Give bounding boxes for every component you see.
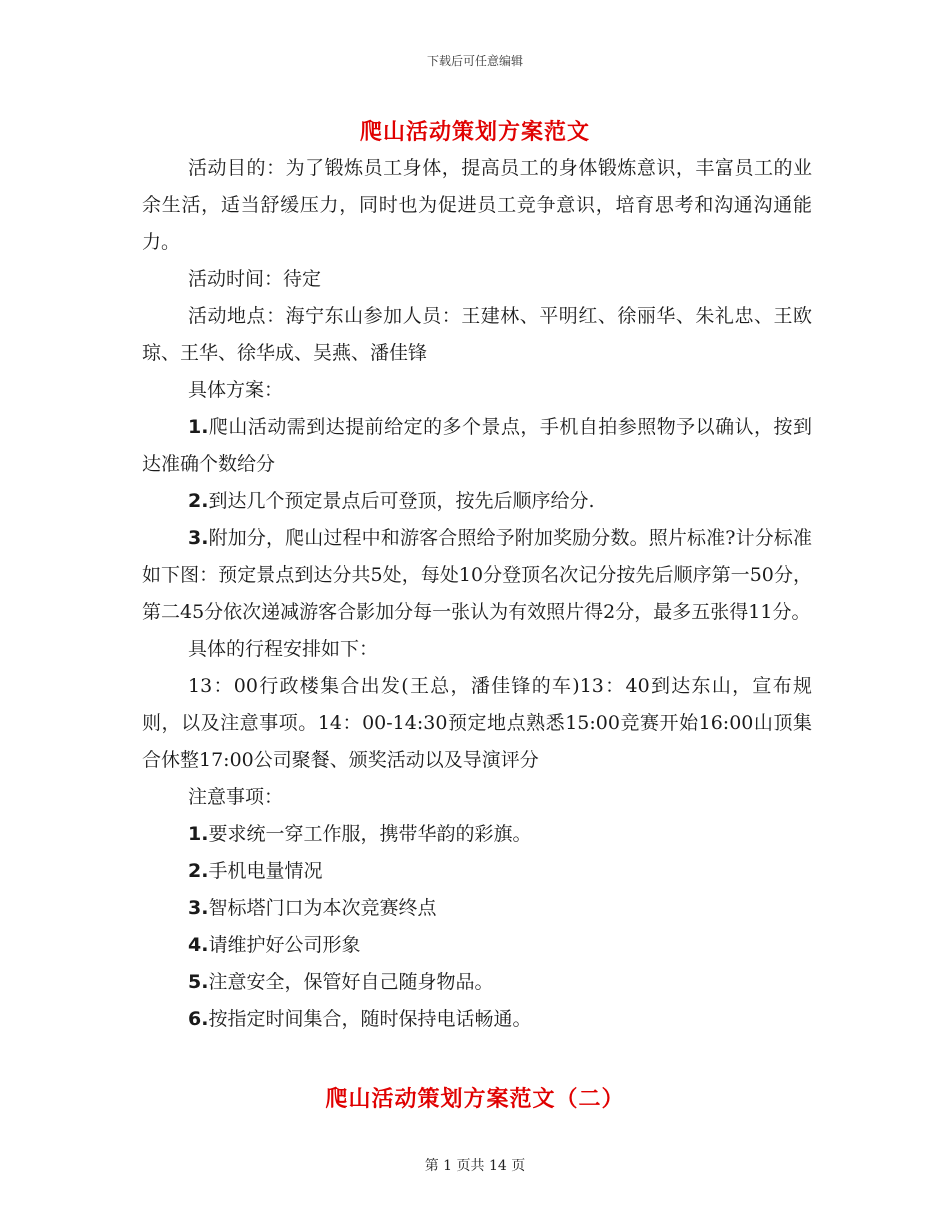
note-item-number: 1. xyxy=(188,823,209,845)
plan-item-text: 爬山活动需到达提前给定的多个景点，手机自拍参照物予以确认，按到达准确个数给分 xyxy=(142,416,812,475)
note-item-text: 要求统一穿工作服，携带华韵的彩旗。 xyxy=(208,823,532,845)
plan-item-number: 3. xyxy=(188,527,209,549)
time-paragraph: 活动时间：待定 xyxy=(188,268,322,290)
section-title-2: 爬山活动策划方案范文（二） xyxy=(325,1086,625,1112)
location-paragraph: 活动地点：海宁东山参加人员：王建林、平明红、徐丽华、朱礼忠、王欧琼、王华、徐华成、吴燕、潘佳锋 xyxy=(142,305,812,364)
note-item-number: 5. xyxy=(188,971,209,993)
note-item-number: 6. xyxy=(188,1008,209,1030)
plan-item xyxy=(142,483,812,520)
header-note: 下载后可任意编辑 xyxy=(426,54,523,68)
page-footer: 第 1 页共 14 页 xyxy=(424,1158,526,1174)
note-item-number: 4. xyxy=(188,934,209,956)
document-title: 爬山活动策划方案范文 xyxy=(359,119,590,145)
note-item xyxy=(142,816,812,853)
note-item xyxy=(142,890,812,927)
note-item-number: 2. xyxy=(188,860,209,882)
note-item xyxy=(142,1001,812,1038)
plan-item-text: 附加分，爬山过程中和游客合照给予附加奖励分数。照片标准?计分标准如下图：预定景点到达分共5处，每处10分登顶名次记分按先后顺序第一50分，第二45分依次递减游客合影加分每一张认为有效照片得2分，最多五张得11分。 xyxy=(142,527,812,623)
plan-item-text: 到达几个预定景点后可登顶，按先后顺序给分. xyxy=(208,490,595,512)
note-item-text: 请维护好公司形象 xyxy=(208,934,361,956)
notes-heading: 注意事项： xyxy=(188,786,284,808)
document-body xyxy=(142,150,812,1038)
purpose-paragraph: 活动目的：为了锻炼员工身体，提高员工的身体锻炼意识，丰富员工的业余生活，适当舒缓压力，同时也为促进员工竞争意识，培育思考和沟通沟通能力。 xyxy=(142,157,812,253)
note-item-text: 手机电量情况 xyxy=(208,860,323,882)
note-item xyxy=(142,964,812,1001)
note-item-number: 3. xyxy=(188,897,209,919)
schedule-paragraph: 13：00行政楼集合出发(王总，潘佳锋的车)13：40到达东山，宣布规则，以及注意事项。14：00-14:30预定地点熟悉15:00竞赛开始16:00山顶集合休整17:00公司聚餐、颁奖活动以及导演评分 xyxy=(142,675,812,771)
plan-item-number: 1. xyxy=(188,416,209,438)
plan-item-number: 2. xyxy=(188,490,209,512)
note-item-text: 注意安全，保管好自己随身物品。 xyxy=(208,971,494,993)
plan-item xyxy=(142,520,812,631)
plan-item xyxy=(142,409,812,483)
note-item-text: 按指定时间集合，随时保持电话畅通。 xyxy=(208,1008,532,1030)
note-item xyxy=(142,853,812,890)
note-item-text: 智标塔门口为本次竞赛终点 xyxy=(208,897,437,919)
schedule-heading: 具体的行程安排如下： xyxy=(188,638,379,660)
plan-heading: 具体方案： xyxy=(188,379,284,401)
note-item xyxy=(142,927,812,964)
